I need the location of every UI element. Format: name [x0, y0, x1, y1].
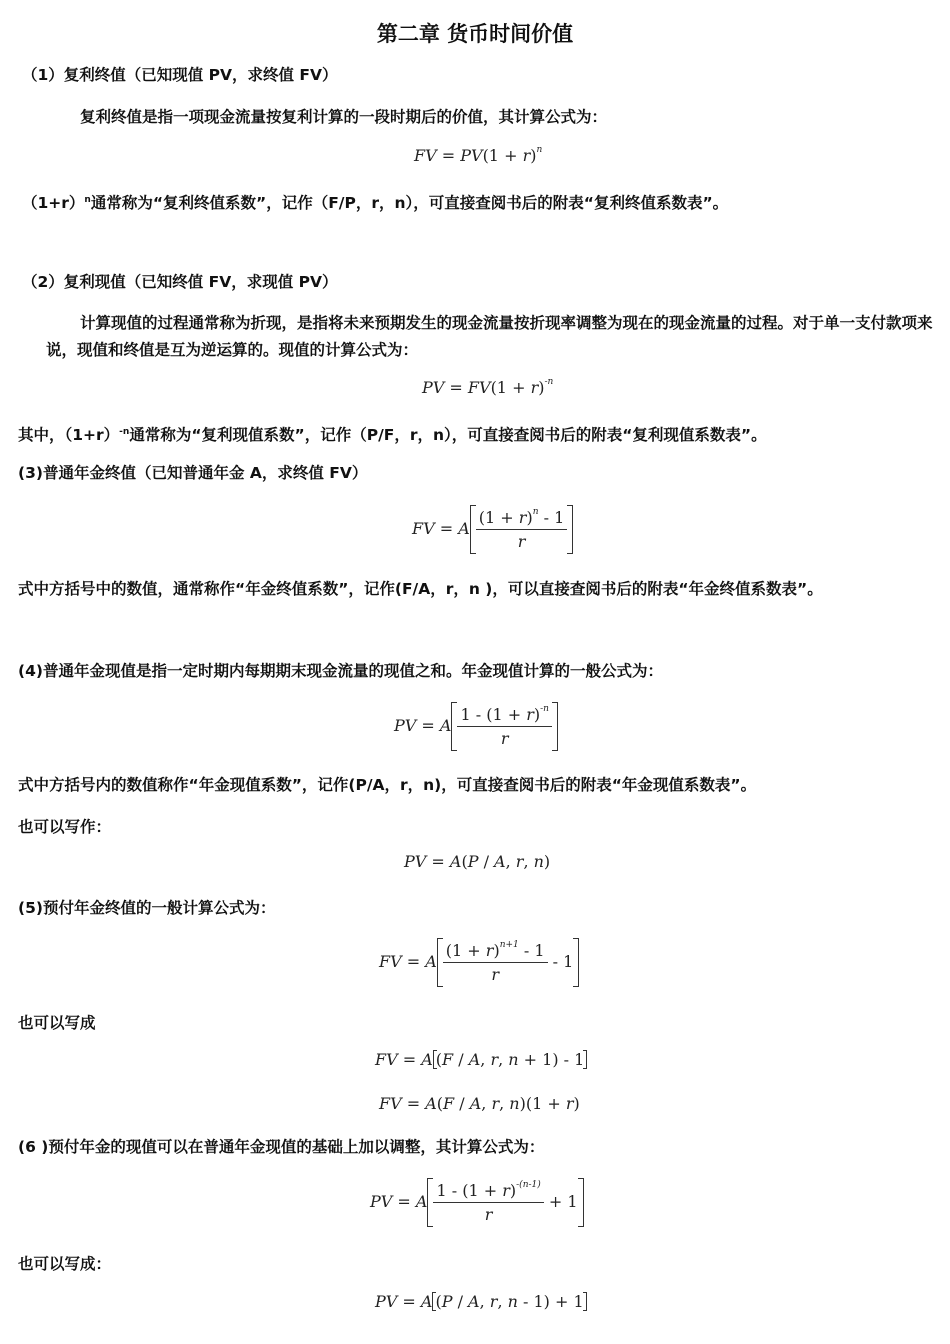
section-1-paragraph: 复利终值是指一项现金流量按复利计算的一段时期后的价值，其计算公式为： [80, 108, 608, 126]
formula-annuity-pv-factor: PV = A(P / A, r, n) [404, 852, 551, 871]
formula-due-fv-factor-2: FV = A(F / A, r, n)(1 + r) [379, 1094, 580, 1113]
section-1-heading: （1）复利终值（已知现值 PV，求终值 FV） [22, 66, 338, 84]
section-6-also: 也可以写成： [18, 1255, 112, 1273]
section-5-also: 也可以写成 [18, 1014, 96, 1032]
formula-due-fv-factor-1: FV = A (F / A, r, n + 1) - 1 [375, 1050, 587, 1069]
section-3-heading: (3)普通年金终值（已知普通年金 A，求终值 FV） [18, 464, 368, 482]
section-4-heading: (4)普通年金现值是指一定时期内每期期末现金流量的现值之和。年金现值计算的一般公式为： [18, 662, 663, 680]
section-4-also: 也可以写作： [18, 818, 112, 836]
note-2-text: 通常称为“复利现值系数”，记作（P/F，r，n），可直接查阅书后的附表“复利现值系数表”。 [129, 426, 767, 445]
formula-due-pv-factor: PV = A (P / A, r, n - 1) + 1 [375, 1292, 587, 1311]
section-4-note: 式中方括号内的数值称作“年金现值系数”，记作(P/A，r，n)，可直接查阅书后的附表“年金现值系数表”。 [18, 776, 757, 794]
formula-compound-pv: PV = $FV(1 + r)^{-n}$ [422, 377, 554, 397]
formula-compound-fv: FV = $PV(1 + r)^n$ [414, 145, 543, 165]
note-2-prefix: 其中，（1+r） [18, 426, 120, 445]
section-5-heading: (5)预付年金终值的一般计算公式为： [18, 899, 276, 917]
note-1-sup: n [84, 195, 91, 205]
formula-due-pv: PV = A $\frac{1 - (1 + r)^{-(n-1)}}{r}$ + 1 [370, 1178, 584, 1227]
section-6-heading: (6 )预付年金的现值可以在普通年金现值的基础上加以调整，其计算公式为： [18, 1138, 545, 1156]
formula-annuity-fv: FV = A $\frac{(1 + r)^n - 1}{r}$ [412, 505, 573, 554]
section-2-heading: （2）复利现值（已知终值 FV，求现值 PV） [22, 273, 338, 291]
note-1-text: 通常称为“复利终值系数”，记作（F/P，r，n），可直接查阅书后的附表“复利终值系数表”。 [90, 194, 729, 213]
chapter-title: 第二章 货币时间价值 [376, 22, 574, 46]
note-1-prefix: （1+r） [22, 194, 85, 213]
section-2-note [18, 421, 767, 446]
formula-annuity-pv: PV = A $\frac{1 - (1 + r)^{-n}}{r}$ [394, 702, 558, 751]
section-1-note [22, 189, 728, 214]
section-3-note: 式中方括号中的数值，通常称作“年金终值系数”，记作(F/A，r，n )，可以直接查阅书后的附表“年金终值系数表”。 [18, 580, 823, 598]
formula-due-fv: FV = A $\frac{(1 + r)^{n+1} - 1}{r}$ - 1 [379, 938, 579, 987]
section-2-paragraph: 计算现值的过程通常称为折现，是指将未来预期发生的现金流量按折现率调整为现在的现金流量的过程。对于单一支付款项来说，现值和终值是互为逆运算的。现值的计算公式为： [46, 314, 933, 359]
note-2-sup: -n [119, 427, 130, 437]
